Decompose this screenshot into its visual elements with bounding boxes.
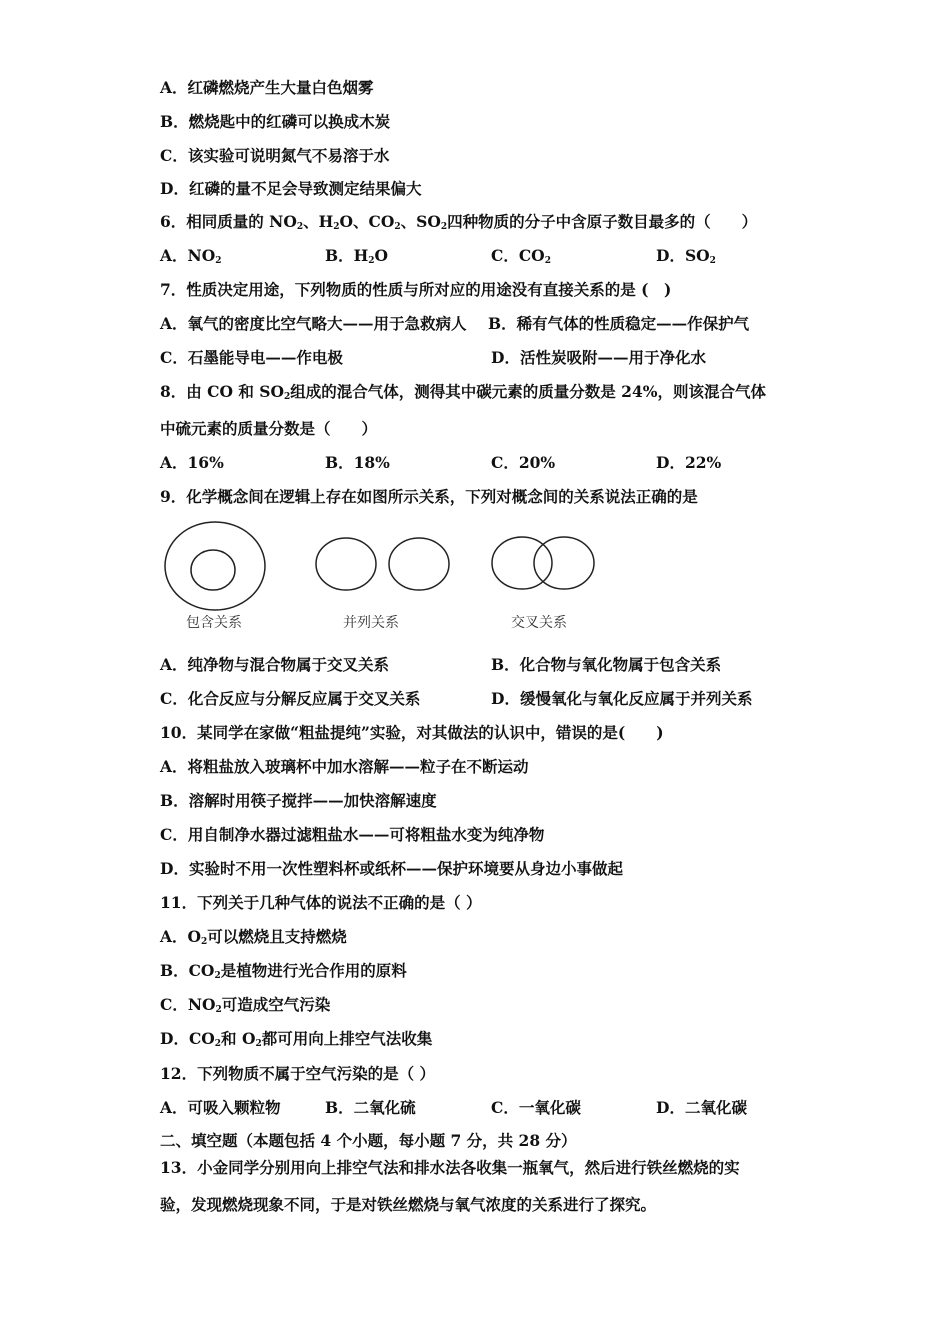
q8-option-d: D．22% [656,453,722,472]
q5-option-c: C．该实验可说明氮气不易溶于水 [160,146,390,165]
q8-option-b: B．18% [325,453,390,472]
cross-right-circle [534,537,594,589]
q11-stem: 11．下列关于几种气体的说法不正确的是（ ） [160,893,482,912]
q8-stem-line2: 中硫元素的质量分数是（ ） [160,419,378,438]
q12-option-c: C．一氧化碳 [491,1098,581,1117]
q8-option-a: A．16% [160,453,224,472]
q12-option-b: B．二氧化硫 [325,1098,416,1117]
q7-option-b: B．稀有气体的性质稳定——作保护气 [488,314,750,333]
q6-option-a: A．$NO_2$ [160,246,222,266]
q7-option-d: D．活性炭吸附——用于净化水 [491,348,706,367]
label-containment: 包含关系 [186,615,242,631]
q12-stem: 12．下列物质不属于空气污染的是（ ） [160,1064,435,1083]
q11-option-d: D．$CO_2$和 $O_2$都可用向上排空气法收集 [160,1029,433,1049]
q12-option-a: A．可吸入颗粒物 [160,1098,281,1117]
label-parallel: 并列关系 [343,615,399,631]
q11-option-b: B．$CO_2$是植物进行光合作用的原料 [160,961,407,981]
q7-option-a: A．氧气的密度比空气略大——用于急救病人 [160,314,467,333]
q9-option-b: B．化合物与氧化物属于包含关系 [491,655,722,674]
q6-option-d: D．$SO_2$ [656,246,716,266]
q8-option-c: C．20% [491,453,556,472]
q9-stem: 9．化学概念间在逻辑上存在如图所示关系，下列对概念间的关系说法正确的是 [160,487,698,506]
q5-option-b: B．燃烧匙中的红磷可以换成木炭 [160,112,391,131]
q7-option-c: C．石墨能导电——作电极 [160,348,343,367]
q10-option-d: D．实验时不用一次性塑料杯或纸杯——保护环境要从身边小事做起 [160,859,623,878]
q10-option-c: C．用自制净水器过滤粗盐水——可将粗盐水变为纯净物 [160,825,545,844]
concept-relation-figure [160,520,620,640]
q11-option-c: C．$NO_2$可造成空气污染 [160,995,331,1015]
q6-option-b: B．$H_2O$ [325,246,389,266]
q7-stem: 7．性质决定用途，下列物质的性质与所对应的用途没有直接关系的是 ( ) [160,280,672,299]
q13-line2: 验，发现燃烧现象不同，于是对铁丝燃烧与氧气浓度的关系进行了探究。 [160,1195,657,1214]
section-heading: 二、填空题（本题包括 4 个小题，每小题 7 分，共 28 分） [160,1131,577,1150]
q8-stem-line1: 8．由 CO 和 $SO_2$组成的混合气体，测得其中碳元素的质量分数是 24%，则该混合气体 [160,382,766,402]
q9-option-c: C．化合反应与分解反应属于交叉关系 [160,689,421,708]
containment-outer-circle [165,522,265,610]
q12-option-d: D．二氧化碳 [656,1098,747,1117]
q10-option-b: B．溶解时用筷子搅拌——加快溶解速度 [160,791,437,810]
q5-option-a: A．红磷燃烧产生大量白色烟雾 [160,78,374,97]
q9-option-d: D．缓慢氧化与氧化反应属于并列关系 [491,689,753,708]
q5-option-d: D．红磷的量不足会导致测定结果偏大 [160,179,422,198]
q10-stem: 10．某同学在家做“粗盐提纯”实验，对其做法的认识中，错误的是( ) [160,723,664,742]
containment-inner-circle [191,550,235,590]
q10-option-a: A．将粗盐放入玻璃杯中加水溶解——粒子在不断运动 [160,757,529,776]
q6-option-c: C．$CO_2$ [491,246,551,266]
q9-option-a: A．纯净物与混合物属于交叉关系 [160,655,390,674]
q11-option-a: A．$O_2$可以燃烧且支持燃烧 [160,927,347,947]
parallel-left-circle [316,538,376,590]
q13-line1: 13．小金同学分别用向上排空气法和排水法各收集一瓶氧气，然后进行铁丝燃烧的实 [160,1158,740,1177]
q6-stem: 6．相同质量的 $NO_2$、$H_2O$、$CO_2$、$SO_2$四种物质的分子中含原子数目最多的（ ） [160,212,758,232]
label-cross: 交叉关系 [511,615,567,631]
parallel-right-circle [389,538,449,590]
